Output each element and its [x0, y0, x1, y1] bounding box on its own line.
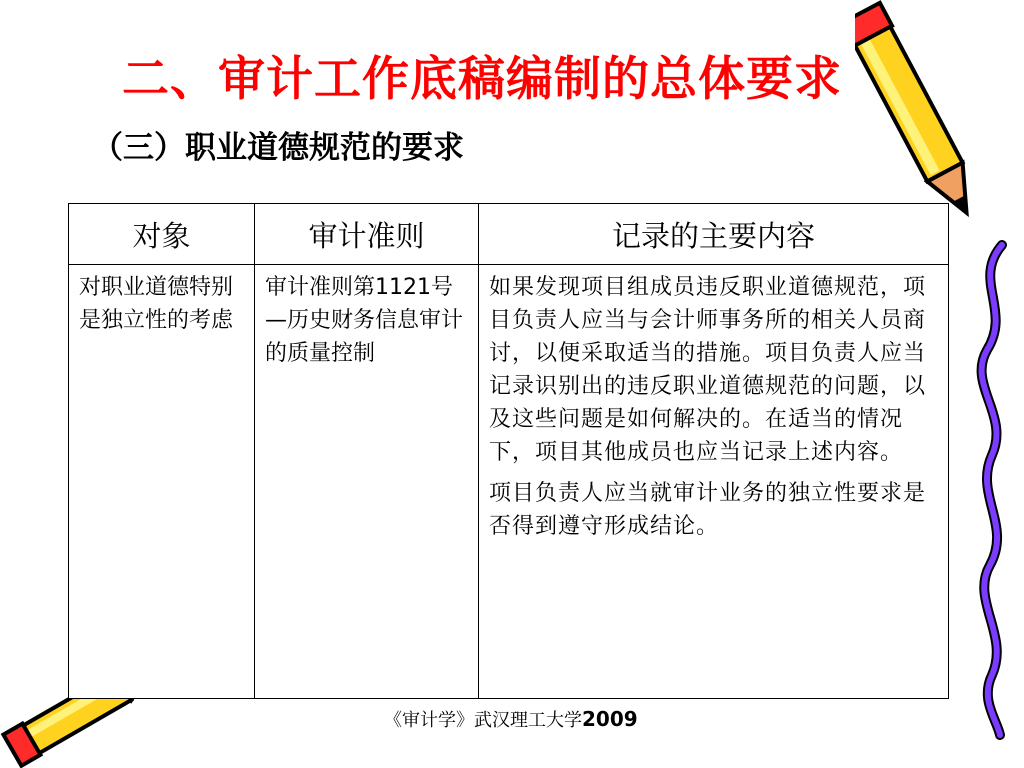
cell-subject: 对职业道德特别是独立性的考虑	[69, 265, 255, 699]
requirements-table	[68, 203, 949, 699]
content-paragraph-1: 如果发现项目组成员违反职业道德规范，项目负责人应当与会计师事务所的相关人员商讨，以便采取适当的措施。项目负责人应当记录识别出的违反职业道德规范的问题，以及这些问题是如何解决的。在适当的情况下，项目其他成员也应当记录上述内容。	[489, 275, 927, 465]
slide-subtitle: （三）职业道德规范的要求	[92, 130, 464, 166]
footer-year: 2009	[582, 707, 638, 731]
header-standard: 审计准则	[255, 204, 479, 265]
table-header-row	[69, 204, 949, 265]
content-paragraph-2: 项目负责人应当就审计业务的独立性要求是否得到遵守形成结论。	[489, 481, 927, 539]
footer-credit	[384, 706, 638, 734]
cell-standard: 审计准则第1121号—历史财务信息审计的质量控制	[255, 265, 479, 699]
squiggle-right-icon	[962, 240, 1024, 740]
slide-title: 二、审计工作底稿编制的总体要求	[122, 52, 842, 107]
header-subject: 对象	[69, 204, 255, 265]
table-row	[69, 265, 949, 699]
cell-content	[479, 265, 949, 699]
header-content: 记录的主要内容	[479, 204, 949, 265]
footer-text: 《审计学》武汉理工大学	[384, 710, 582, 731]
